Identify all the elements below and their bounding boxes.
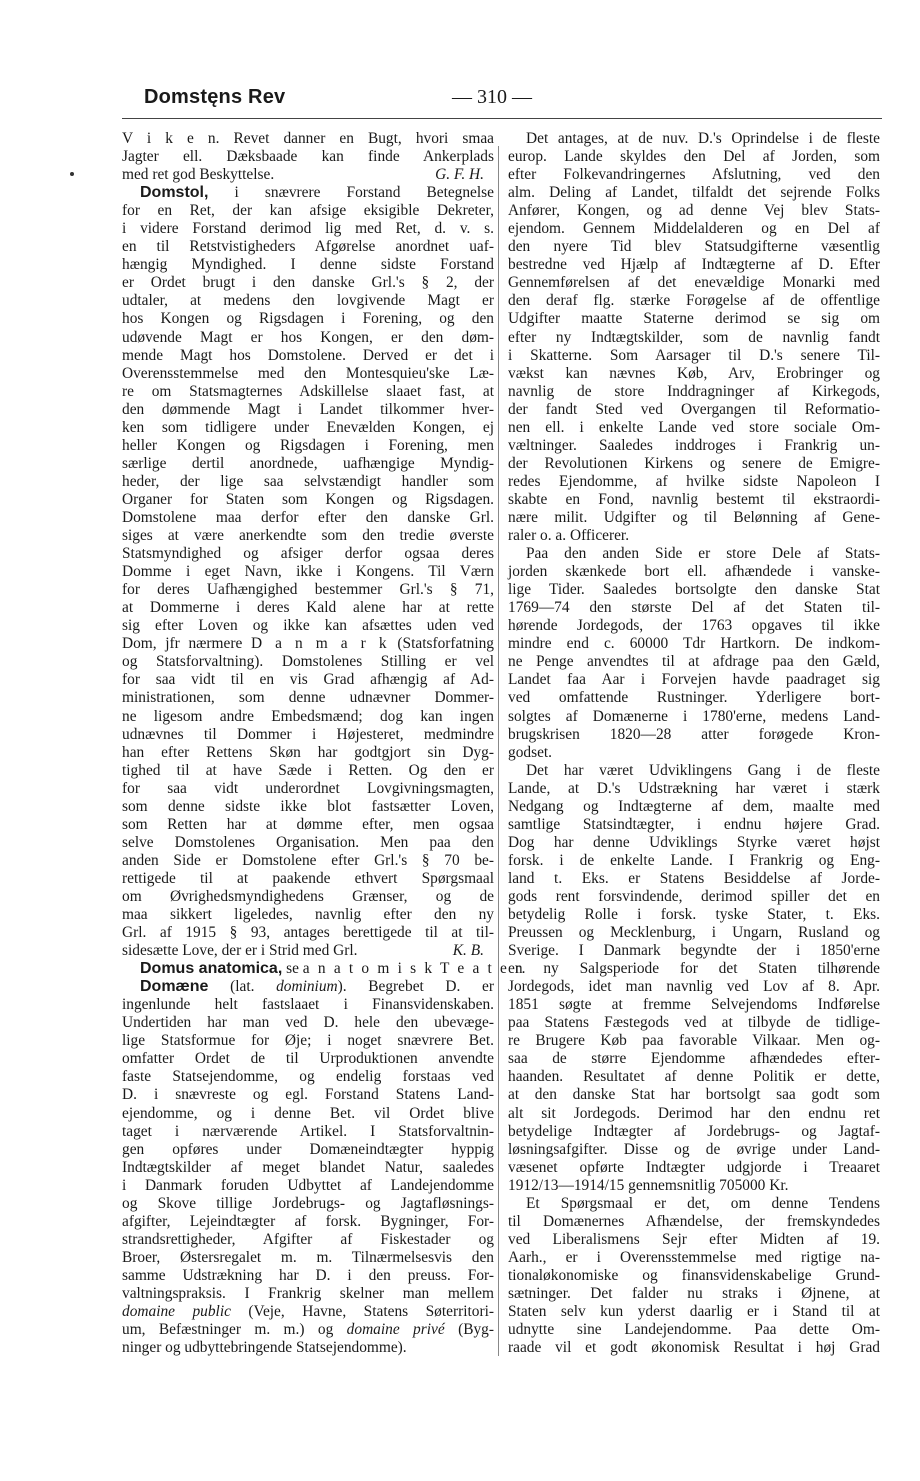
line-text: selve Domstolenes Organisation. Men paa den [122, 833, 494, 851]
left-column [122, 130, 528, 1357]
text-line [122, 942, 494, 960]
line-text-continued: (Byg- [444, 1321, 494, 1339]
line-text: anden Side er Domstolene efter Grl.'s § 70 be- [122, 851, 494, 869]
line-text: godset. [508, 743, 553, 761]
line-text: ken som tidligere under Enevælden Kongen, ej [122, 418, 494, 436]
line-text: Statsmyndighed og afsiger derfor ogsaa deres [122, 545, 494, 563]
line-text: vækst kan nævnes Køb, Arv, Erobringer og [508, 364, 880, 382]
line-text: maa sikkert ligeledes, navnlig efter den ny [122, 906, 494, 924]
text-line [508, 617, 880, 635]
line-text: Undertiden har man ved D. hele den ubevæge- [122, 1014, 494, 1032]
text-line [508, 816, 880, 834]
text-line [122, 906, 494, 924]
line-text: udtaler, at medens den lovgivende Magt er [122, 292, 494, 310]
text-line [122, 166, 494, 184]
text-line [122, 202, 494, 220]
text-line [122, 148, 494, 166]
text-line [122, 1159, 494, 1177]
text-line [122, 1014, 494, 1032]
text-line [508, 1285, 880, 1303]
line-text: sidesætte Love, der er i Strid med Grl. [122, 942, 358, 960]
line-text: Indtægtskilder af meget blandet Natur, saaledes [122, 1158, 494, 1176]
line-text: heller Kongen og Rigsdagen i Forening, men [122, 436, 494, 454]
text-line [122, 1213, 494, 1231]
header-title: Domstęns Rev [144, 86, 286, 108]
text-line [122, 635, 494, 653]
line-text: nen ell. i enkelte Lande ved store sociale Om- [508, 418, 880, 436]
line-text: mindre end c. 60000 Tdr Hartkorn. De indkom- [508, 635, 880, 653]
line-text: ingenlunde helt fastslaaet i Finansvidenskaben. [122, 996, 494, 1014]
text-line [122, 1249, 494, 1267]
text-line [508, 1050, 880, 1068]
text-line [508, 1177, 880, 1195]
line-text: Paa den anden Side er store Dele af Stats- [526, 545, 880, 563]
text-line [122, 726, 494, 744]
line-text: Det har været Udviklingens Gang i de fleste [526, 761, 880, 779]
line-text: efter ny Indtægtskilder, som de navnlig fandt [508, 328, 880, 346]
line-text: væsenet opførte Indtægter udgjorde i Treaaret [508, 1158, 880, 1176]
text-line [122, 527, 494, 545]
line-text: brugskrisen 1820—28 atter forøgede Kron- [508, 725, 880, 743]
text-line [508, 653, 880, 671]
spaced-reference: a n a t o m i s k T e a t e r. [302, 960, 528, 978]
text-line [508, 834, 880, 852]
text-line [122, 762, 494, 780]
text-line [508, 671, 880, 689]
line-text: som Retten har at dømme efter, men ogsaa [122, 815, 494, 833]
line-text: afgifter, Lejeindtægter af forsk. Bygninger, For- [122, 1212, 494, 1230]
line-text: heder, der lige saa selvstændigt handler som [122, 472, 494, 490]
line-text: alt sit Jordegods. Derimod har den endnu ret [508, 1104, 880, 1122]
text-line [122, 130, 494, 148]
text-line [508, 762, 880, 780]
text-line [508, 347, 880, 365]
text-line [122, 365, 494, 383]
line-text: i Skatterne. Som Aarsager til D.'s senere Til- [508, 346, 880, 364]
italic-term: dominium [276, 978, 338, 996]
text-line [508, 545, 880, 563]
line-text: Jagter ell. Dæksbaade kan finde Ankerplads [122, 148, 494, 166]
line-text: en ny Salgsperiode for det Staten tilhørende [508, 960, 880, 978]
line-text: en til Retstvistigheders Afgørelse anordnet uaf- [122, 238, 494, 256]
line-text: (lat. [208, 978, 277, 996]
line-text: for en Ret, der kan afsige eksigible Dekreter, [122, 202, 494, 220]
line-text: Organer for Staten som Kongen og Rigsdagen. [122, 490, 494, 508]
text-line [508, 852, 880, 870]
line-text: ministrationen, som denne udnævner Dommer- [122, 689, 494, 707]
text-line [122, 689, 494, 707]
line-text: til Domænernes Afhændelse, der fremskyndedes [508, 1212, 880, 1230]
text-line [508, 184, 880, 202]
line-text: Anfører, Kongen, og ad denne Vej blev Stats- [508, 202, 880, 220]
line-text: der Revolutionen Kirkens og senere de Emigre- [508, 454, 880, 472]
line-text: 1769—74 den største Del af det Staten til- [508, 599, 880, 617]
line-text: um, Befæstninger m. m.) og [122, 1321, 347, 1339]
text-line [122, 1321, 494, 1339]
line-text: efter Folkevandringernes Afslutning, ved den [508, 166, 880, 184]
text-line [122, 1339, 494, 1357]
line-text: ne ligesom andre Embedsmænd; dog kan ingen [122, 707, 494, 725]
text-line [508, 870, 880, 888]
text-line [122, 599, 494, 617]
line-text: raler o. a. Officerer. [508, 527, 630, 545]
line-text: Domstolene maa derfor efter den danske Grl. [122, 508, 494, 526]
text-line [508, 942, 880, 960]
line-text: taget i nærværende Artikel. I Statsforvaltnin- [122, 1122, 494, 1140]
text-line [508, 581, 880, 599]
text-line [122, 419, 494, 437]
text-line [122, 238, 494, 256]
text-line [122, 978, 494, 996]
line-text: se [282, 960, 303, 978]
line-text: faste Statsejendomme, og endelig forstaas ved [122, 1068, 494, 1086]
line-text: nære milit. Udgifter og til Belønning af Gene- [508, 508, 880, 526]
text-line [508, 1159, 880, 1177]
line-text: udøvende Magt er hos Kongen, er den døm- [122, 328, 494, 346]
text-line [122, 581, 494, 599]
text-line [122, 256, 494, 274]
text-line [122, 1303, 494, 1321]
line-text: den deraf flg. stærke Forøgelse af de offentlige [508, 292, 880, 310]
line-text: ne Penge anvendtes til at afdrage paa den Gæld, [508, 653, 880, 671]
text-line [122, 1123, 494, 1141]
text-line [122, 473, 494, 491]
text-line [122, 455, 494, 473]
line-text: Grl. af 1915 § 93, antages berettigede til at til- [122, 924, 494, 942]
entry-headword: Domæne [140, 978, 209, 996]
line-text: re om Statsmagternes Adskillelse slaaet fast, at [122, 382, 494, 400]
italic-term: domaine public [122, 1303, 231, 1321]
line-text: sig efter Loven og ikke kan afsættes uden ved [122, 617, 494, 635]
line-text-continued: ). Begrebet D. er [337, 978, 494, 996]
line-text: alm. Deling af Landet, tilfaldt det sejrende Folks [508, 184, 880, 202]
line-text: Dom, jfr nærmere [122, 635, 251, 653]
line-text: hængig Myndighed. I denne sidste Forstand [122, 256, 494, 274]
text-line [508, 1141, 880, 1159]
line-text: gen opføres under Domæneindtægter hyppig [122, 1140, 494, 1158]
text-line [122, 1177, 494, 1195]
line-text: Et Spørgsmaal er det, om denne Tendens [526, 1194, 880, 1212]
text-line [508, 1086, 880, 1104]
text-line [508, 599, 880, 617]
line-text: Gennemførelsen af det enevældige Monarki med [508, 274, 880, 292]
line-text: samtlige Statsindtægter, i endnu højere Grad. [508, 815, 880, 833]
text-line [508, 1213, 880, 1231]
text-line [122, 960, 528, 978]
text-line [508, 744, 880, 762]
text-line [122, 1068, 494, 1086]
text-line [122, 329, 494, 347]
line-text: Nedgang og Indtægterne af dem, maalte med [508, 797, 880, 815]
text-line [122, 708, 494, 726]
text-line [122, 292, 494, 310]
text-line [122, 1285, 494, 1303]
text-line [122, 1032, 494, 1050]
text-line [508, 563, 880, 581]
line-text: væltninger. Saaledes inddroges i Frankrig un- [508, 436, 880, 454]
line-text: for saa vidt til en vis Grad afhængig af Ad- [122, 671, 494, 689]
line-text: hørende Jordegods, der 1763 opgaves til ikke [508, 617, 880, 635]
line-text: i snævrere Forstand Betegnelse [208, 184, 494, 202]
text-line [508, 1105, 880, 1123]
line-text: 1912/13—1914/15 gennemsnitlig 705000 Kr. [508, 1176, 789, 1194]
text-line [508, 1231, 880, 1249]
text-line [122, 852, 494, 870]
page-number: — 310 — [452, 86, 532, 108]
line-text: mende Magt hos Domstolene. Derved er det i [122, 346, 494, 364]
text-line [122, 816, 494, 834]
text-line [122, 310, 494, 328]
text-line [122, 274, 494, 292]
line-text: betydelige Indtægter af Jordebrugs- og Jagtaf- [508, 1122, 880, 1140]
text-line [508, 888, 880, 906]
text-line [508, 527, 880, 545]
text-line [508, 798, 880, 816]
text-line [508, 1249, 880, 1267]
line-text: lige Statsformue for Øje; i noget snævrere Bet. [122, 1032, 494, 1050]
column-divider [498, 146, 499, 1356]
text-line [508, 419, 880, 437]
line-text: Domme i eget Navn, ikke i Kongens. Til Værn [122, 563, 494, 581]
text-line [122, 617, 494, 635]
line-text: sætninger. Det falder nu straks i Øjnene, at [508, 1285, 880, 1302]
line-text: om Øvrighedsmyndighedens Grænser, og de [122, 887, 494, 905]
text-line [122, 744, 494, 762]
text-line [508, 329, 880, 347]
line-text: Jordegods, idet man navnlig ved Lov af 8. Apr. [508, 978, 880, 996]
line-text: bestredne ved Hjælp af Indtægterne af D. Efter [508, 256, 880, 274]
line-text-continued: (Veje, Havne, Statens Søterritori- [230, 1303, 494, 1321]
line-text: for saa vidt underordnet Lovgivningsmagten, [122, 779, 494, 797]
text-line [508, 202, 880, 220]
text-line [508, 437, 880, 455]
text-line [122, 671, 494, 689]
line-text: og Skove tillige Jordebrugs- og Jagtafløsnings- [122, 1194, 494, 1212]
line-text: han efter Rettens Skøn har godtgjort sin Dyg- [122, 743, 494, 761]
line-text: ved omfattende Rustninger. Yderligere bort- [508, 689, 880, 707]
text-line [508, 924, 880, 942]
line-text: rettigede til at paakende ethvert Spørgsmaal [122, 869, 494, 887]
text-line [508, 292, 880, 310]
text-line [122, 1267, 494, 1285]
line-text: jorden skænkede bort ell. afhændede i vanske- [508, 563, 880, 581]
line-text: Staten selv kun yderst daarlig er i Stand til at [508, 1303, 880, 1321]
line-text: den nyere Tid blev Statsudgifterne væsentlig [508, 238, 880, 256]
entry-headword: Domus anatomica, [140, 960, 283, 978]
line-text: Preussen og Mecklenburg, i Ungarn, Rusland og [508, 924, 880, 942]
margin-mark [70, 172, 74, 176]
line-text: omfatter Ordet de til Urproduktionen anvendte [122, 1050, 494, 1068]
text-line [122, 834, 494, 852]
line-text: siges at være anerkendte som den tredie øverste [122, 527, 494, 545]
text-line [508, 455, 880, 473]
line-text: D. i snævreste og egl. Forstand Statens Land- [122, 1086, 494, 1104]
line-text: som denne sidste ikke blot fastsætter Loven, [122, 797, 494, 815]
line-text: løsningsafgifter. Disse og de øvrige under Land- [508, 1140, 880, 1158]
text-line [508, 148, 880, 166]
text-line [508, 1303, 880, 1321]
text-line [508, 383, 880, 401]
line-text: strandsrettigheder, Afgifter af Fiskestader og [122, 1230, 494, 1248]
text-line [122, 220, 494, 238]
right-column [508, 130, 880, 1357]
line-text: tighed til at have Sæde i Retten. Og den er [122, 761, 494, 779]
text-line [508, 906, 880, 924]
text-line [508, 1321, 880, 1339]
italic-term: domaine privé [346, 1321, 445, 1339]
line-text: betydelig Rolle i forsk. tyske Stater, t. Eks. [508, 906, 880, 924]
line-text: udnytte sine Landejendomme. Paa dette Om- [508, 1321, 880, 1339]
line-text: solgtes af Domænerne i 1780'erne, medens Land- [508, 707, 880, 725]
text-line [122, 545, 494, 563]
text-line [122, 1086, 494, 1104]
text-line [508, 1032, 880, 1050]
line-text: udnævnes til Dommer i Højesteret, medmindre [122, 725, 494, 743]
text-line [508, 1123, 880, 1141]
text-line [508, 726, 880, 744]
line-text: redes Ejendomme, af hvilke sidste Napoleon I [508, 472, 880, 490]
text-line [122, 1050, 494, 1068]
line-text: tionaløkonomiske og finansvidenskabelige Grund- [508, 1266, 880, 1284]
text-line [122, 996, 494, 1014]
line-text: ejendomme, og i denne Bet. vil Ordet blive [122, 1104, 494, 1122]
line-text: paa Statens Fæstegods ved at tilbyde de tidlige- [508, 1014, 880, 1032]
line-text: ejendom. Gennem Middelalderen og en Del af [508, 220, 880, 238]
text-line [508, 960, 880, 978]
line-text: lige Tider. Saaledes bortsolgte den danske Stat [508, 581, 880, 599]
line-text: V i k e n. Revet danner en Bugt, hvori smaa [122, 130, 494, 147]
line-text: europ. Lande skyldes den Del af Jorden, som [508, 148, 880, 166]
text-line [122, 780, 494, 798]
line-text: ved Liberalismens Sejr efter Midten af 19. [508, 1230, 880, 1248]
text-line [508, 1195, 880, 1213]
text-line [122, 1231, 494, 1249]
text-line [508, 635, 880, 653]
text-line [122, 1105, 494, 1123]
text-line [122, 1195, 494, 1213]
text-line [508, 689, 880, 707]
text-line [508, 1339, 880, 1357]
entry-headword: Domstol, [140, 184, 209, 202]
line-text: Lande, at D.'s Udstrækning har været i stærk [508, 779, 880, 797]
line-text: Dog har denne Udviklings Styrke været højst [508, 833, 880, 851]
line-text: for deres Uafhængighed bestemmer Grl.'s § 71, [122, 581, 494, 599]
author-signature: G. F. H. [435, 166, 484, 184]
line-text: der fandt Sted ved Overgangen til Reformatio- [508, 400, 880, 418]
line-text: at Dommerne i deres Kald alene har at rette [122, 599, 494, 617]
line-text: samme Udstrækning har D. i den preuss. For- [122, 1266, 494, 1284]
line-text: Aarh., er i Overensstemmelse med rigtige na- [508, 1248, 880, 1266]
text-line [508, 509, 880, 527]
text-line [508, 256, 880, 274]
text-line [122, 563, 494, 581]
text-line [122, 870, 494, 888]
text-line [508, 491, 880, 509]
text-line [508, 473, 880, 491]
text-line [122, 401, 494, 419]
line-text: gods rent forsvindende, derimod spiller det en [508, 887, 880, 905]
line-text: haanden. Resultatet af denne Politik er dette, [508, 1068, 880, 1086]
line-text: hos Kongen og Rigsdagen i Forening, og den [122, 310, 494, 328]
text-line [122, 1141, 494, 1159]
line-text: navnlig de store Inddragninger af Kirkegods, [508, 382, 880, 400]
text-line [122, 924, 494, 942]
text-line [508, 708, 880, 726]
text-line [508, 166, 880, 184]
line-text: Det antages, at de nuv. D.'s Oprindelse i de fleste [526, 130, 880, 147]
text-line [122, 888, 494, 906]
line-text: Sverige. I Danmark begyndte der i 1850'erne [508, 942, 880, 960]
text-line [122, 383, 494, 401]
running-header [122, 82, 882, 116]
text-line [122, 798, 494, 816]
text-line [508, 978, 880, 996]
line-text: med ret god Beskyttelse. [122, 166, 275, 184]
line-text: 1851 søgte at fremme Selvejendoms Indførelse [508, 996, 880, 1014]
line-text: saa de større Ejendomme afhændedes efter- [508, 1050, 880, 1068]
text-line [508, 780, 880, 798]
line-text: Udgifter maatte Staterne derimod se sig om [508, 310, 880, 328]
text-line [508, 1267, 880, 1285]
header-rule [122, 118, 882, 119]
text-line [122, 491, 494, 509]
text-line [508, 365, 880, 383]
text-line [508, 220, 880, 238]
line-text: re Brugere Køb paa favorable Vilkaar. Men og- [508, 1032, 880, 1050]
line-text: land t. Eks. er Statens Besiddelse af Jorde- [508, 869, 880, 887]
spaced-reference: D a n m a r k [250, 635, 389, 653]
line-text: Overensstemmelse med den Montesquieu'ske Læ- [122, 364, 494, 382]
author-signature: K. B. [452, 942, 484, 960]
line-text: i videre Forstand derimod lig med Ret, d. v. s. [122, 220, 494, 238]
line-text: ninger og udbyttebringende Statsejendomme). [122, 1339, 407, 1357]
line-text: forsk. i de enkelte Lande. I Frankrig og Eng- [508, 851, 880, 869]
line-text: i Danmark foruden Udbyttet af Landejendomme [122, 1176, 494, 1194]
text-line [122, 184, 494, 202]
line-text: raade vil et godt økonomisk Resultat i høj Grad [508, 1339, 880, 1357]
text-line [508, 274, 880, 292]
text-line [508, 238, 880, 256]
line-text: at den danske Stat har bortsolgt saa godt som [508, 1086, 880, 1104]
line-text: og Statsforvaltning). Domstolenes Stilling er vel [122, 653, 494, 671]
text-line [508, 1014, 880, 1032]
line-text: den dømmende Magt i Landet tilkommer hver- [122, 400, 494, 418]
line-text: valtningspraksis. I Frankrig skelner man mellem [122, 1285, 494, 1302]
text-line [508, 996, 880, 1014]
line-text: Landet faa Aar i Forvejen havde paadraget sig [508, 671, 880, 689]
line-text: særlige dertil anordnede, uafhængige Myndig- [122, 454, 494, 472]
text-line [508, 310, 880, 328]
text-line [508, 130, 880, 148]
text-line [122, 509, 494, 527]
text-line [508, 401, 880, 419]
line-text: er Ordet brugt i den danske Grl.'s § 2, der [122, 274, 494, 292]
line-text: Broer, Østersregalet m. m. Tilnærmelsesvis den [122, 1248, 494, 1266]
text-line [122, 437, 494, 455]
text-line [122, 653, 494, 671]
text-line [122, 347, 494, 365]
text-line [508, 1068, 880, 1086]
line-text-continued: (Statsforfatning [388, 635, 494, 653]
line-text: skabte en Fond, navnlig bestemt til ekstraordi- [508, 490, 880, 508]
